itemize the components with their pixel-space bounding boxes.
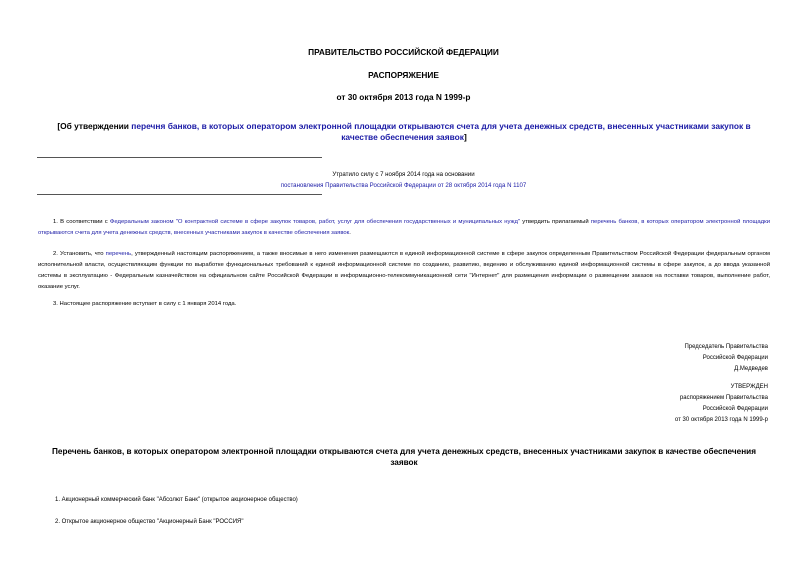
- divider-bottom: [37, 194, 322, 195]
- paragraph-1: [38, 217, 770, 239]
- document-subject: [40, 121, 768, 143]
- paragraph-2-text-b: , утвержденный настоящим распоряжением, а также вносимые в него изменения размещаются в единой информационной системе в сфере закупок определенным Правительством Российской Федерации федеральным органом исполнительной власти, осуществляющим функции по выработке функциональных требований к единой информационной системе по созданию, развитию, ведению и обслуживанию единой информационной системы в сфере закупок, а до ввода указанной системы в эксплуатацию - Федеральным казначейством на официальном сайте Российской Федерации в информационно-телекоммуникационной сети "Интернет" для размещения информации о размещении заказов на поставки товаров, выполнение работ, оказание услуг.: [38, 251, 770, 290]
- bank-list-link[interactable]: перечень банков, в которых оператором электронной площадки открываются счета для учета денежных средств, внесенных участниками закупок в качестве обеспечения заявок: [38, 219, 770, 236]
- document-type: РАСПОРЯЖЕНИЕ: [368, 70, 439, 80]
- list-item: 2. Открытое акционерное общество "Акционерный Банк "РОССИЯ": [55, 519, 244, 525]
- subject-suffix: ]: [463, 132, 467, 142]
- paragraph-1-text-a: 1. В соответствии с: [53, 219, 110, 225]
- government-heading: ПРАВИТЕЛЬСТВО РОССИЙСКОЙ ФЕДЕРАЦИИ: [308, 47, 499, 57]
- bank-list-title: Перечень банков, в которых оператором электронной площадки открываются счета для учета денежных средств, внесенных участниками закупок в качестве обеспечения заявок: [52, 447, 756, 467]
- list-item: 1. Акционерный коммерческий банк "Абсолют Банк" (открытое акционерное общество): [55, 497, 298, 503]
- paragraph-1-text-c: .: [349, 230, 351, 236]
- approval-by: распоряжением Правительства: [679, 395, 768, 401]
- approval-date: от 30 октября 2013 года N 1999-р: [674, 417, 768, 423]
- status-note-link[interactable]: постановления Правительства Российской Федерации от 28 октября 2014 года N 1107: [280, 182, 527, 189]
- signatory-name: Д.Медведев: [734, 366, 768, 372]
- federal-law-link[interactable]: Федеральным законом "О контрактной системе в сфере закупок товаров, работ, услуг для обеспечения государственных и муниципальных нужд": [109, 219, 520, 225]
- approval-block: [508, 382, 768, 426]
- status-note: [200, 169, 607, 191]
- status-note-text: Утратило силу с 7 ноября 2014 года на основании: [332, 171, 475, 178]
- approval-country: Российской Федерации: [702, 406, 768, 412]
- document-date: от 30 октября 2013 года N 1999-р: [336, 92, 471, 102]
- paragraph-2-text-a: 2. Установить, что: [53, 251, 106, 257]
- subject-link[interactable]: перечня банков, в которых оператором электронной площадки открываются счета для учета денежных средств, внесенных участниками закупок в качестве обеспечения заявок: [131, 121, 751, 142]
- paragraph-2: [38, 249, 770, 293]
- signature-block: [508, 342, 768, 375]
- paragraph-3: 3. Настоящее распоряжение вступает в силу с 1 января 2014 года.: [53, 301, 237, 307]
- approval-status: УТВЕРЖДЕН: [730, 384, 768, 390]
- paragraph-1-text-b: утвердить прилагаемый: [519, 219, 591, 225]
- signatory-position: Председатель Правительства: [684, 344, 768, 350]
- divider-top: [37, 157, 322, 158]
- subject-prefix: [Об утверждении: [57, 121, 132, 131]
- list-link[interactable]: перечень: [105, 251, 132, 257]
- signatory-country: Российской Федерации: [702, 355, 768, 361]
